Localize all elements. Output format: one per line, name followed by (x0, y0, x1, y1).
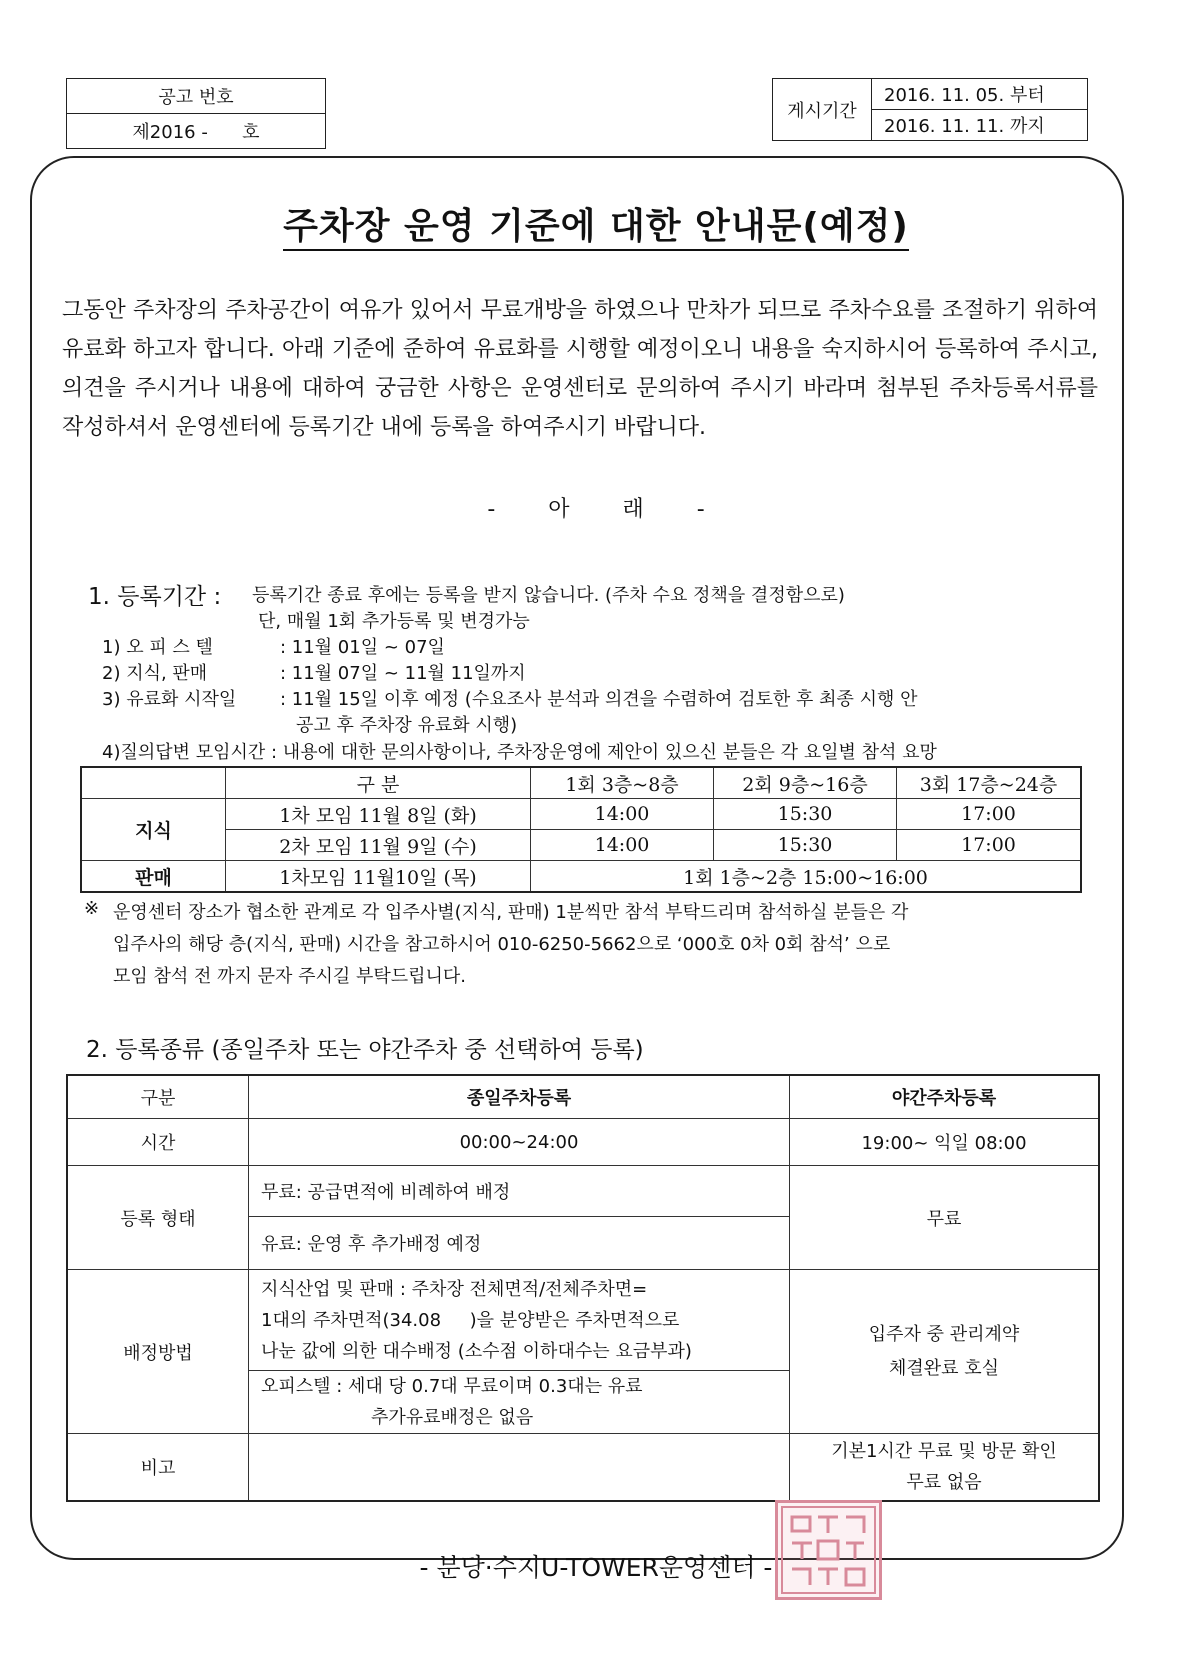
table-cell (790, 1434, 1100, 1502)
table-row (67, 1166, 1099, 1217)
remark-night-line: 무료 없음 (906, 1472, 982, 1493)
section-divider-ara: - 아 래 - (487, 497, 705, 522)
table-cell (249, 1270, 790, 1371)
table-cell: 14:00 (531, 799, 714, 830)
table-cell (249, 1371, 790, 1434)
table-cell (790, 1270, 1100, 1434)
posting-period-to: 2016. 11. 11. 까지 (884, 116, 1045, 137)
table-cell: 17:00 (897, 799, 1082, 830)
method-full-line: 나눈 값에 의한 대수배정 (소수점 이하대수는 요금부과) (261, 1340, 692, 1362)
remark-night-line: 기본1시간 무료 및 방문 확인 (831, 1441, 1057, 1462)
table-cell: 비고 (67, 1434, 249, 1502)
section1-item2-value: : 11월 07일 ~ 11월 11일까지 (280, 663, 526, 684)
section1-item3-value2: 공고 후 주차장 유료화 시행) (296, 715, 518, 736)
method-night-line: 체결완료 호실 (888, 1357, 1000, 1379)
table-cell: 배정방법 (67, 1270, 249, 1434)
table-row (67, 1270, 1099, 1371)
table-cell (81, 767, 226, 799)
table-cell: 14:00 (531, 830, 714, 861)
posting-period-box (772, 78, 1088, 141)
table-cell: 00:00~24:00 (249, 1119, 790, 1166)
table-cell: 1회 1층~2층 15:00~16:00 (531, 861, 1082, 893)
method-full-line: 지식산업 및 판매 : 주차장 전체면적/전체주차면= (261, 1278, 648, 1300)
table-cell (249, 1434, 790, 1502)
table-cell: 15:30 (714, 830, 897, 861)
table-row (67, 1119, 1099, 1166)
schedule-group-label: 판매 (81, 861, 226, 893)
table-row (67, 1075, 1099, 1119)
footer-organization: - 분당·수지U-TOWER운영센터 - (419, 1553, 773, 1582)
section1-item1-label: 1) 오 피 스 텔 (102, 637, 213, 658)
table-row (81, 767, 1081, 799)
method-full-line: 추가유료배정은 없음 (371, 1407, 534, 1428)
meeting-schedule-table (80, 766, 1082, 893)
section1-item4: 4)질의답변 모임시간 : 내용에 대한 문의사항이나, 주차장운영에 제안이 있으신 분들은 각 요일별 참석 요망 (102, 742, 937, 763)
table-cell: 무료: 공급면적에 비례하여 배정 (249, 1166, 790, 1217)
table-cell: 유료: 운영 후 추가배정 예정 (249, 1217, 790, 1270)
method-full-line: 오피스텔 : 세대 당 0.7대 무료이며 0.3대는 유료 (261, 1376, 643, 1397)
posting-period-label: 게시기간 (773, 79, 872, 141)
section2-heading: 2. 등록종류 (종일주차 또는 야간주차 중 선택하여 등록) (86, 1037, 644, 1063)
section1-note2: 단, 매월 1회 추가등록 및 변경가능 (258, 611, 530, 632)
schedule-note-line1: 운영센터 장소가 협소한 관계로 각 입주사별(지식, 판매) 1분씩만 참석 부탁드리며 참석하실 분들은 각 (113, 902, 909, 923)
schedule-group-label: 지식 (81, 799, 226, 861)
notice-number-label: 공고 번호 (67, 79, 326, 114)
section1-item2-label: 2) 지식, 판매 (102, 663, 208, 684)
table-header-cell: 구분 (67, 1075, 249, 1119)
section1-item3-value: : 11월 15일 이후 예정 (수요조사 분석과 의견을 수렴하여 검토한 후 최종 시행 안 (280, 689, 918, 710)
table-header-cell: 야간주차등록 (790, 1075, 1100, 1119)
table-cell: 시간 (67, 1119, 249, 1166)
notice-number-box (66, 78, 326, 149)
table-cell: 15:30 (714, 799, 897, 830)
table-header-cell: 구 분 (226, 767, 531, 799)
intro-paragraph: 그동안 주차장의 주차공간이 여유가 있어서 무료개방을 하였으나 만차가 되므로 주차수요를 조절하기 위하여 유료화 하고자 합니다. 아래 기준에 준하여 유료화를 시행할 예정이오니 내용을 숙지하시어 등록하여 주시고, 의견을 주시거나 내용에 대하여 궁금한 사항은 운영센터로 문의하여 주시기 바라며 첨부된 주차등록서류를 작성하셔서 운영센터에 등록기간 내에 등록을 하여주시기 바랍니다. (62, 298, 1098, 440)
table-cell: 17:00 (897, 830, 1082, 861)
table-cell: 1차 모임 11월 8일 (화) (226, 799, 531, 830)
schedule-note-line2: 입주사의 해당 층(지식, 판매) 시간을 참고하시어 010-6250-5662으로 ‘000호 0차 0회 참석’ 으로 (113, 934, 891, 955)
table-header-cell: 2회 9층~16층 (714, 767, 897, 799)
posting-period-from: 2016. 11. 05. 부터 (872, 79, 1088, 110)
table-cell: 등록 형태 (67, 1166, 249, 1270)
table-row (81, 830, 1081, 861)
table-cell: 19:00~ 익일 08:00 (790, 1119, 1100, 1166)
table-header-cell: 1회 3층~8층 (531, 767, 714, 799)
method-night-line: 입주자 중 관리계약 (868, 1323, 1020, 1345)
table-row (81, 799, 1081, 830)
section1-heading: 1. 등록기간 : (88, 584, 222, 610)
note-mark: ※ (84, 898, 100, 919)
method-full-line: 1대의 주차면적(34.08 )을 분양받은 주차면적으로 (261, 1309, 680, 1331)
page-title: 주차장 운영 기준에 대한 안내문(예정) (0, 198, 1192, 249)
table-header-cell: 3회 17층~24층 (897, 767, 1082, 799)
table-header-cell: 종일주차등록 (249, 1075, 790, 1119)
notice-number-value: 제2016 - 호 (132, 122, 260, 143)
section1-item1-value: : 11월 01일 ~ 07일 (280, 637, 445, 658)
section1-note1: 등록기간 종료 후에는 등록을 받지 않습니다. (주차 수요 정책을 결정함으로) (252, 585, 845, 606)
table-cell: 무료 (790, 1166, 1100, 1270)
registration-type-table (66, 1074, 1100, 1502)
table-row (81, 861, 1081, 893)
section1-item3-label: 3) 유료화 시작일 (102, 689, 237, 710)
schedule-note-line3: 모임 참석 전 까지 문자 주시길 부탁드립니다. (113, 966, 467, 987)
table-row (67, 1434, 1099, 1502)
table-cell: 2차 모임 11월 9일 (수) (226, 830, 531, 861)
table-cell: 1차모임 11월10일 (목) (226, 861, 531, 893)
